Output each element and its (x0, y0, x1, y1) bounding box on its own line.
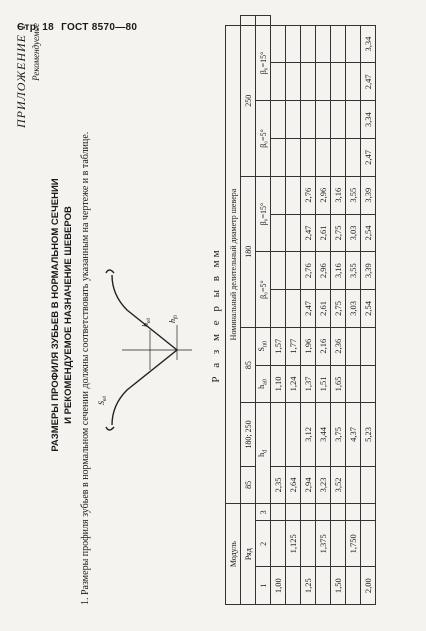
table-body (271, 16, 376, 605)
cell (346, 101, 361, 139)
cell (331, 521, 346, 567)
cell (361, 504, 376, 521)
cell: 2,47 (361, 139, 376, 177)
table-row (361, 16, 376, 605)
col-blank (241, 16, 256, 26)
cell (286, 403, 301, 466)
cell: 3,03 (346, 214, 361, 252)
col-d-180-250: 180; 250 (241, 403, 256, 466)
table-row (271, 16, 286, 605)
cell (301, 25, 316, 63)
cell (316, 101, 331, 139)
cell (331, 25, 346, 63)
tooth-profile-sketch (92, 235, 202, 465)
col-row-3: 3 (256, 504, 271, 521)
cell (286, 101, 301, 139)
col-s-85: $S_{п0}$ (256, 327, 271, 365)
cell (346, 327, 361, 365)
cell (361, 327, 376, 365)
cell (346, 25, 361, 63)
col-h-85: $h_{а0}$ (256, 365, 271, 403)
cell (316, 63, 331, 101)
cell (301, 139, 316, 177)
cell (331, 101, 346, 139)
cell (346, 365, 361, 403)
cell (271, 403, 286, 466)
cell (271, 139, 286, 177)
cell (331, 504, 346, 521)
cell (316, 139, 331, 177)
cell (301, 63, 316, 101)
col-module: Модуль (226, 504, 241, 605)
cell: 2,35 (271, 466, 286, 504)
cell (286, 25, 301, 63)
cell: 3,16 (331, 176, 346, 214)
col-250-beta5: β₀=5° (256, 101, 271, 177)
cell: 3,55 (346, 252, 361, 290)
cell (316, 504, 331, 521)
col-180-beta5: β₀=5° (256, 252, 271, 328)
col-row-2: 2 (256, 521, 271, 567)
cell: 1,96 (301, 327, 316, 365)
table-row (331, 16, 346, 605)
table-row (316, 16, 331, 605)
cell (271, 214, 286, 252)
cell (361, 466, 376, 504)
cell: 2,00 (361, 567, 376, 605)
cell: 1,10 (271, 365, 286, 403)
cell (286, 252, 301, 290)
sizes-heading: Р а з м е р ы в мм (210, 247, 222, 383)
cell: 2,16 (316, 327, 331, 365)
cell: 3,44 (316, 403, 331, 466)
appendix-block (14, 23, 41, 128)
col-d-180: 180 (241, 176, 256, 327)
cell: 3,12 (301, 403, 316, 466)
col-blank-2 (256, 16, 271, 26)
cell: 3,75 (331, 403, 346, 466)
cell (316, 25, 331, 63)
cell: 2,61 (316, 214, 331, 252)
cell (271, 63, 286, 101)
cell: 1,750 (346, 521, 361, 567)
cell: 3,39 (361, 176, 376, 214)
cell: 2,96 (316, 252, 331, 290)
cell: 3,34 (361, 25, 376, 63)
cell (271, 504, 286, 521)
cell: 2,75 (331, 290, 346, 328)
cell (271, 290, 286, 328)
cell (286, 176, 301, 214)
cell: 1,50 (331, 567, 346, 605)
profile-dimensions-table (225, 15, 376, 605)
cell: 3,52 (331, 466, 346, 504)
cell (331, 139, 346, 177)
cell: 1,65 (331, 365, 346, 403)
cell: 1,57 (271, 327, 286, 365)
cell: 2,76 (301, 176, 316, 214)
intro-paragraph: 1. Размеры профиля зубьев в нормальном сечении должны соответствовать указанным на чертеже и в таблице. (80, 131, 91, 605)
cell (346, 504, 361, 521)
section-title-line1: РАЗМЕРЫ ПРОФИЛЯ ЗУБЬЕВ В НОРМАЛЬНОМ СЕЧЕНИИ (50, 178, 61, 452)
cell (286, 214, 301, 252)
rotated-content (10, 15, 415, 615)
col-250-beta15: β₀=15° (256, 25, 271, 101)
cell: 3,16 (331, 252, 346, 290)
cell: 1,00 (271, 567, 286, 605)
cell: 3,39 (361, 252, 376, 290)
cell (316, 567, 331, 605)
standard-code: ГОСТ 8570—80 (61, 22, 138, 33)
sketch-label-h: $h_{п0}$ (141, 318, 152, 327)
cell: 2,47 (361, 63, 376, 101)
cell (346, 567, 361, 605)
cell (271, 521, 286, 567)
col-row: Ряд (241, 504, 256, 605)
cell (271, 252, 286, 290)
cell (346, 466, 361, 504)
cell: 3,23 (316, 466, 331, 504)
col-d-85: 85 (241, 466, 256, 504)
col-d-250: 250 (241, 25, 256, 176)
cell: 1,77 (286, 327, 301, 365)
section-title-line2: И РЕКОМЕНДУЕМОЕ НАЗНАЧЕНИЕ ШЕВЕРОВ (63, 206, 74, 424)
cell (361, 365, 376, 403)
cell: 2,76 (301, 252, 316, 290)
cell (286, 290, 301, 328)
cell (346, 63, 361, 101)
cell: 2,47 (301, 290, 316, 328)
appendix-subtitle: Рекомендуемое (31, 23, 41, 81)
cell: 1,24 (286, 365, 301, 403)
cell (361, 521, 376, 567)
cell (331, 63, 346, 101)
cell (271, 101, 286, 139)
cell: 2,54 (361, 214, 376, 252)
cell: 1,51 (316, 365, 331, 403)
cell: 4,37 (346, 403, 361, 466)
cell: 5,23 (361, 403, 376, 466)
cell: 1,25 (301, 567, 316, 605)
cell (301, 504, 316, 521)
table-row (346, 16, 361, 605)
cell (271, 176, 286, 214)
cell (301, 521, 316, 567)
table-row (301, 16, 316, 605)
col-d-85b: 85 (241, 327, 256, 403)
cell: 3,55 (346, 176, 361, 214)
tooth-profile-drawing (92, 235, 202, 465)
col-hd: $h_d$ (256, 403, 271, 504)
cell (286, 567, 301, 605)
cell: 1,125 (286, 521, 301, 567)
cell: 1,37 (301, 365, 316, 403)
cell (346, 139, 361, 177)
cell: 2,54 (361, 290, 376, 328)
table-row (286, 16, 301, 605)
col-nominal-diameter: Номинальный делительный диаметр шевера (226, 25, 241, 504)
cell (271, 25, 286, 63)
cell (286, 504, 301, 521)
cell (286, 139, 301, 177)
sketch-label-hf: $h_{f0}$ (168, 315, 179, 323)
sketch-label-s: $S_{п0}$ (97, 396, 108, 405)
cell: 2,64 (286, 466, 301, 504)
cell: 2,94 (301, 466, 316, 504)
cell: 2,75 (331, 214, 346, 252)
cell: 3,34 (361, 101, 376, 139)
col-row-1: 1 (256, 567, 271, 605)
cell (301, 101, 316, 139)
page-label: Стр. 18 (17, 22, 55, 33)
appendix-title: ПРИЛОЖЕНИЕ 1 (14, 23, 28, 128)
cell (286, 63, 301, 101)
cell: 2,47 (301, 214, 316, 252)
cell: 2,61 (316, 290, 331, 328)
cell: 2,36 (331, 327, 346, 365)
cell: 3,03 (346, 290, 361, 328)
cell: 1,375 (316, 521, 331, 567)
cell: 2,96 (316, 176, 331, 214)
col-180-beta15: β₀=15° (256, 176, 271, 252)
